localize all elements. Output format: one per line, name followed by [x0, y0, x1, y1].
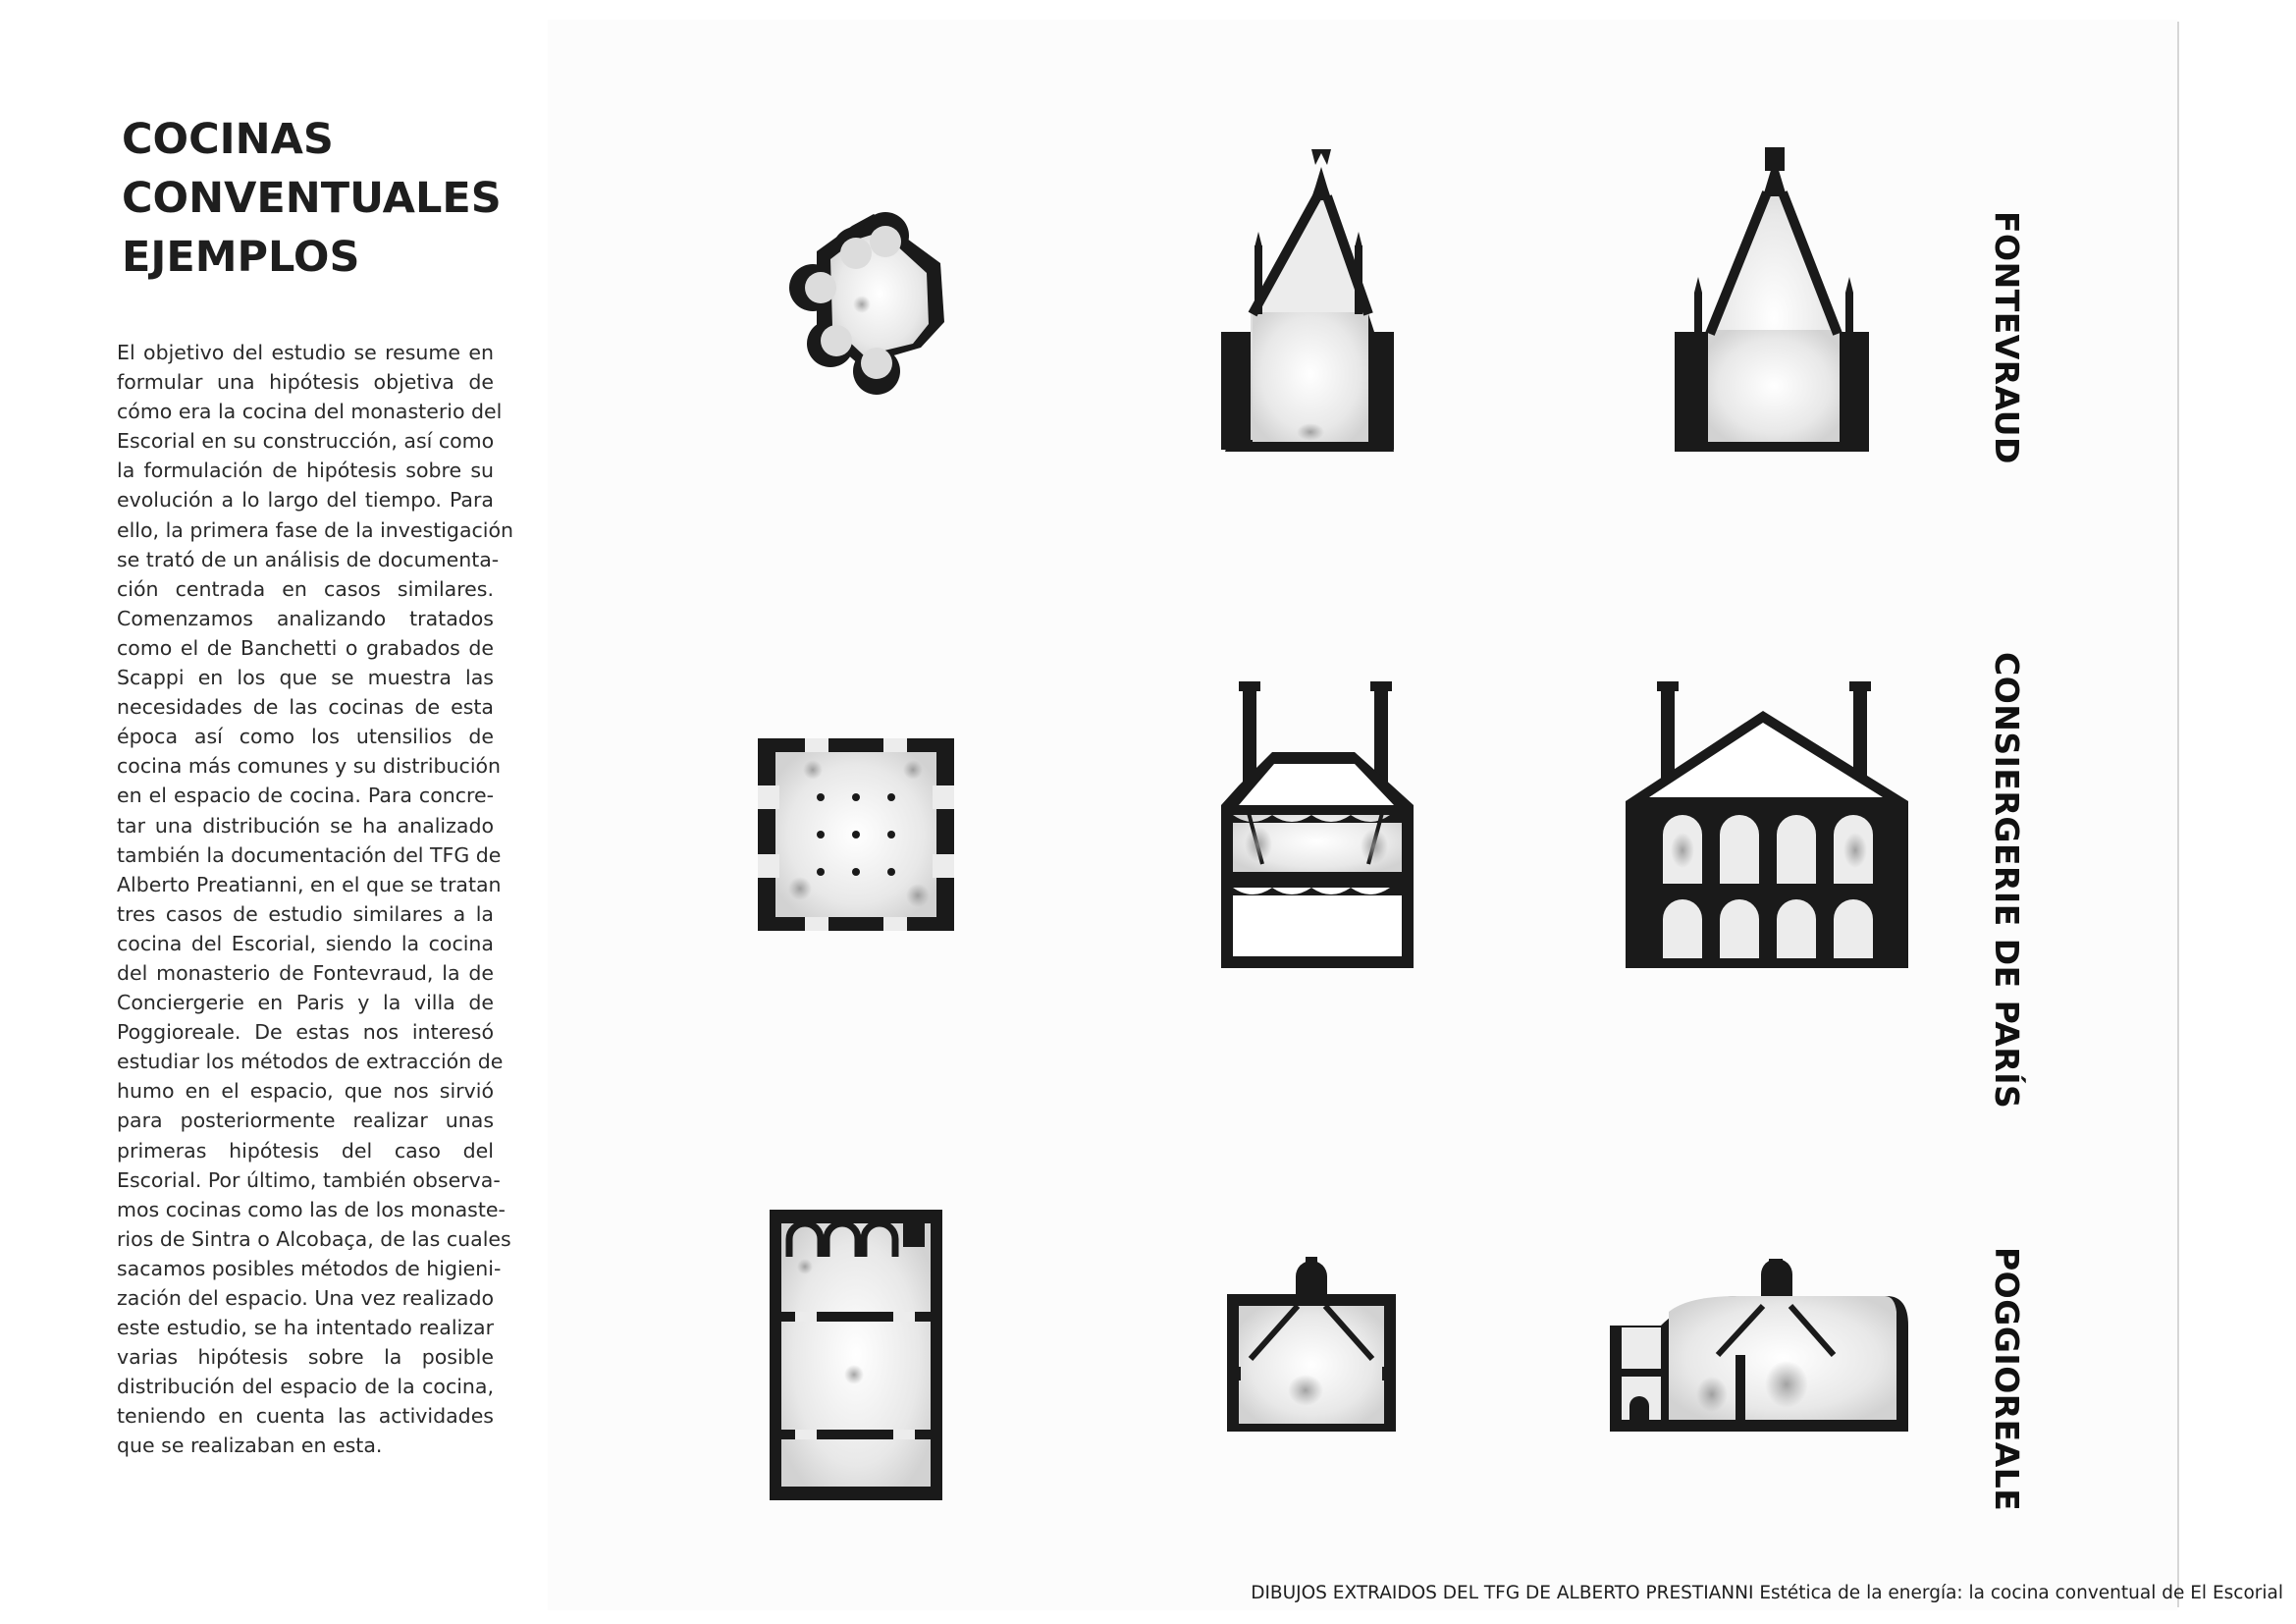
conciergerie-section-drawing [1221, 681, 1414, 968]
title-line: COCINAS [122, 115, 334, 164]
body-line: estudiar los métodos de extracción de [117, 1050, 504, 1074]
body-line: Escorial en su construcción, así como [117, 429, 495, 454]
body-line: primeras hipótesis del caso del [117, 1138, 494, 1163]
body-line: del monasterio de Fontevraud, la de [117, 960, 494, 985]
row-label-poggioreale: POGGIOREALE [1988, 1247, 2026, 1512]
body-line: en el espacio de cocina. Para concre- [117, 784, 494, 808]
body-line: época así como los utensilios de [117, 725, 494, 749]
body-line: evolución a lo largo del tiempo. Para [117, 488, 494, 513]
body-line: Conciergerie en Paris y la villa de [117, 991, 494, 1015]
body-line: que se realizaban en esta. [117, 1434, 383, 1458]
body-line: El objetivo del estudio se resume en [117, 341, 494, 364]
row-label-conciergerie: CONSIERGERIE DE PARÍS [1988, 652, 2026, 1110]
body-line: como el de Banchetti o grabados de [117, 635, 494, 660]
body-line: ción centrada en casos similares. [117, 576, 494, 601]
fontevraud-section-drawing [1221, 149, 1394, 452]
title-line: CONVENTUALES [122, 174, 502, 223]
body-line: se trató de un análisis de documenta- [117, 547, 500, 571]
figure-caption: DIBUJOS EXTRAIDOS DEL TFG DE ALBERTO PRESTIANNI Estética de la energía: la cocina conventual de El Escorial [1251, 1583, 2283, 1603]
conciergerie-elevation-drawing [1626, 681, 1908, 968]
body-line: formular una hipótesis objetiva de [117, 370, 494, 395]
body-line: tar una distribución se ha analizado [117, 813, 494, 838]
poggioreale-section-drawing [1227, 1257, 1396, 1432]
body-line: tres casos de estudio similares a la [117, 901, 494, 926]
body-line: mos cocinas como las de los monaste- [117, 1197, 506, 1221]
body-line: humo en el espacio, que nos sirvió [117, 1079, 494, 1104]
body-line: ello, la primera fase de la investigación [117, 517, 514, 542]
body-line: necesidades de las cocinas de esta [117, 695, 494, 720]
body-line: cocina del Escorial, siendo la cocina [117, 931, 494, 955]
poggioreale-plan-drawing [770, 1210, 942, 1500]
body-line: distribución del espacio de la cocina, [117, 1375, 494, 1399]
body-line: también la documentación del TFG de [117, 842, 502, 867]
body-line: cocina más comunes y su distribución [117, 754, 502, 779]
body-line: la formulación de hipótesis sobre su [117, 459, 494, 483]
row-label-fontevraud: FONTEVRAUD [1988, 211, 2026, 464]
conciergerie-plan-drawing [758, 738, 954, 931]
body-line: varias hipótesis sobre la posible [117, 1345, 494, 1370]
body-line: rios de Sintra o Alcobaça, de las cuales [117, 1226, 511, 1251]
body-line: para posteriormente realizar unas [117, 1109, 494, 1133]
fontevraud-elevation-drawing [1675, 147, 1869, 452]
poggioreale-elevation-drawing [1610, 1259, 1908, 1432]
body-line: teniendo en cuenta las actividades [117, 1404, 494, 1429]
title-line: EJEMPLOS [122, 233, 360, 282]
body-line: Scappi en los que se muestra las [117, 666, 494, 690]
body-line: Alberto Preatianni, en el que se tratan [117, 872, 502, 896]
fontevraud-plan-drawing [789, 212, 944, 395]
body-line: Escorial. Por último, también observa- [117, 1167, 501, 1192]
body-line: zación del espacio. Una vez realizado [117, 1286, 494, 1310]
body-line: sacamos posibles métodos de higieni- [117, 1256, 502, 1280]
body-line: Poggioreale. De estas nos interesó [117, 1020, 494, 1045]
body-line: cómo era la cocina del monasterio del [117, 400, 503, 424]
body-line: Comenzamos analizando tratados [117, 606, 494, 630]
body-line: este estudio, se ha intentado realizar [117, 1316, 494, 1340]
